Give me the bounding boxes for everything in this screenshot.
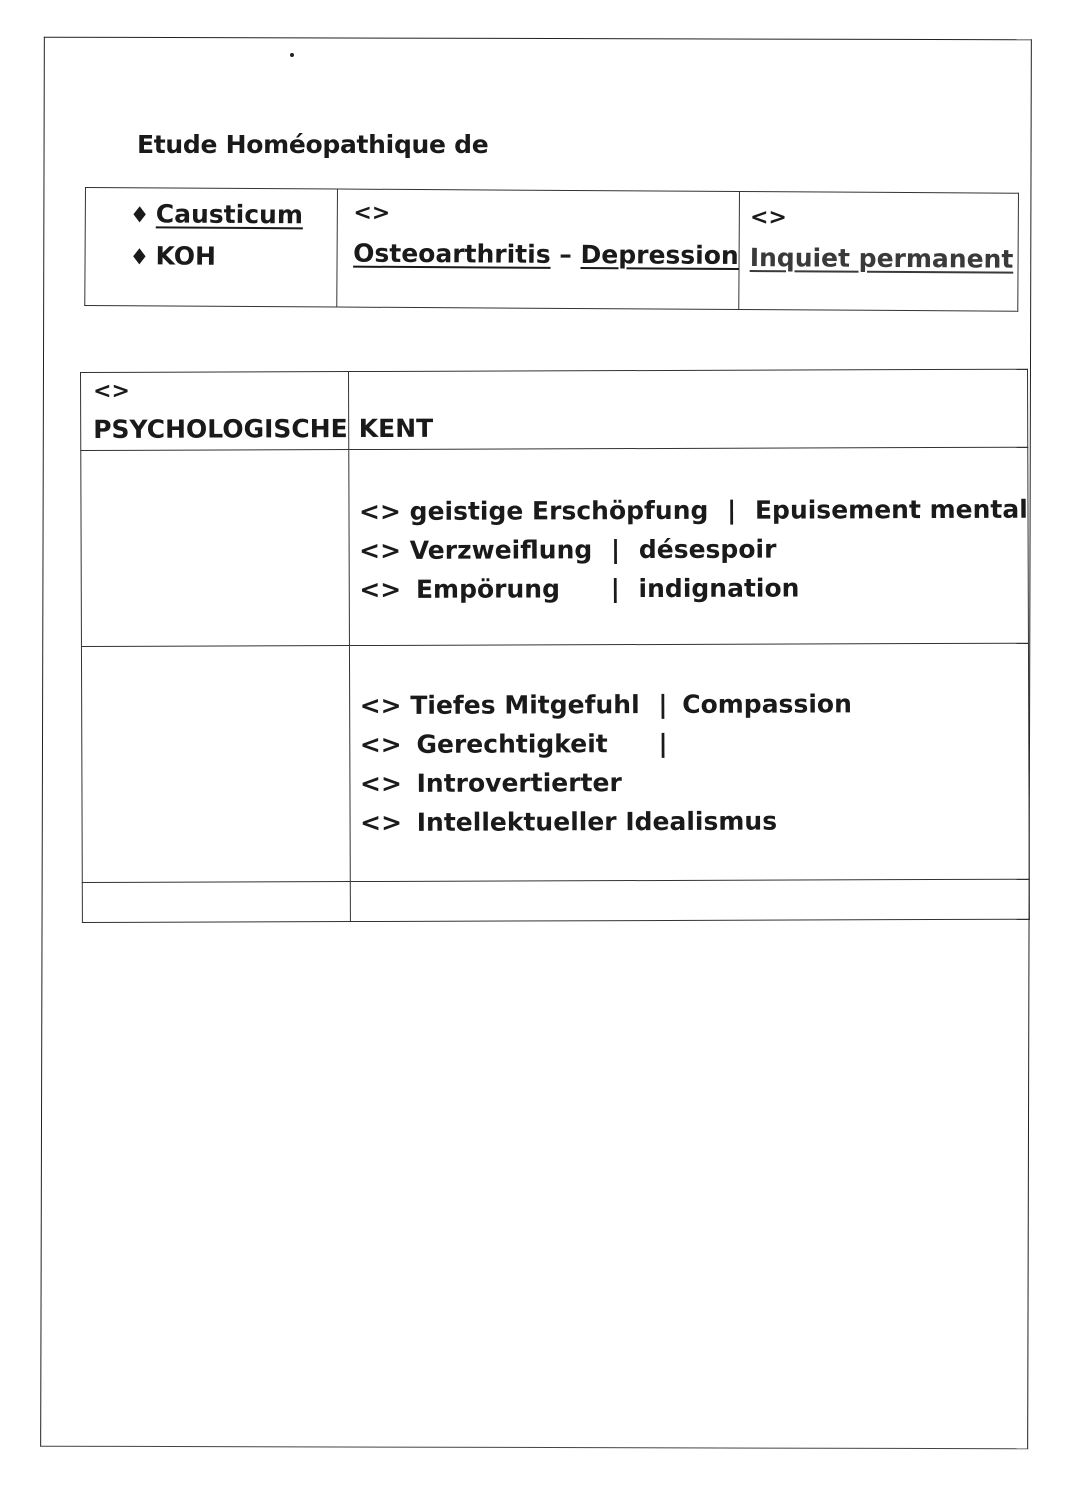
marker: <> [749,205,787,231]
remedy-name-causticum: Causticum [155,199,304,230]
symptom-de: Verzweiflung [409,535,593,565]
remedy-name-koh: KOH [155,241,217,271]
marker: <> [353,200,391,226]
kent-label: KENT [358,413,434,444]
symptom-fr: Epuisement mental [754,494,1028,525]
marker: <> [359,574,402,605]
empty-cell [81,450,349,647]
symptom-row [360,762,1029,803]
symptom-fr: indignation [638,573,800,604]
depression-label: Depression [580,240,739,270]
separator: | [610,535,621,565]
osteoarthritis-label: Osteoarthritis [353,238,551,269]
psychologische-header-cell [81,372,349,451]
symptom-de: Gerechtigkeit [416,729,608,759]
marker: <> [359,690,402,721]
kent-header-cell [348,369,1028,449]
symptoms-cell-2 [349,643,1030,881]
separator: | [610,574,620,604]
marker: <> [359,535,402,566]
psychology-table [80,369,1030,923]
symptom-fr: désespoir [638,534,777,565]
separator: | [658,689,668,719]
dash: – [559,239,572,269]
empty-cell [82,882,350,923]
marker: <> [93,378,130,404]
empty-cell [81,646,349,883]
symptom-de: Tiefes Mitgefuhl [410,690,640,720]
diamond-bullet-icon: ♦ [129,203,150,229]
symptom-row [360,801,1029,842]
symptom-de: Empörung [415,574,560,604]
symptom-row [359,568,1028,609]
symptom-de: Introvertierter [416,768,622,798]
inquiet-permanent-label: Inquiet permanent [749,243,1014,274]
remedies-cell [85,188,337,308]
remedy-header-table [84,187,1019,312]
document-title: Etude Homéopathique de [137,130,489,159]
symptom-row [360,723,1029,764]
indication-cell [336,189,739,309]
speck [290,53,294,57]
state-cell [739,191,1019,311]
marker: <> [358,496,401,527]
symptom-row [359,490,1028,531]
marker: <> [360,807,403,838]
symptom-row [359,529,1028,570]
marker: <> [359,768,402,799]
symptoms-cell-1 [348,447,1028,645]
marker: <> [359,729,402,760]
psychologische-label: PSYCHOLOGISCHE [93,414,348,444]
symptom-de: Intellektueller Idealismus [416,806,778,837]
diamond-bullet-icon: ♦ [129,245,150,271]
symptom-de: geistige Erschöpfung [409,495,709,526]
symptom-row [360,684,1029,725]
separator: | [727,495,737,525]
empty-cell [350,879,1030,921]
symptom-fr: Compassion [682,689,852,719]
separator: | [658,728,668,758]
